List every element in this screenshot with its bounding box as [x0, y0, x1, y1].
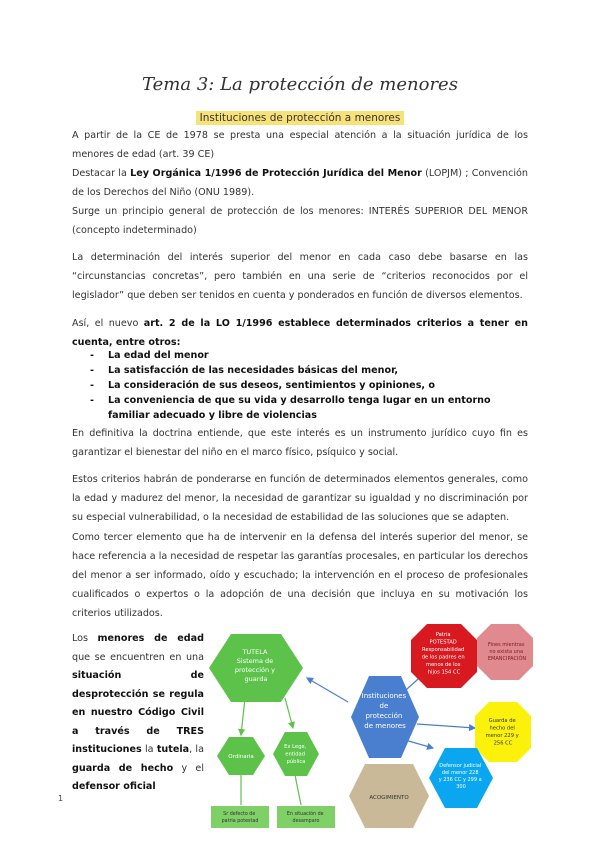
connector-center-guarda: [417, 724, 475, 728]
paragraph-doctrine-text: En definitiva la doctrina entiende, que este interés es un instrumento jurídico cuyo fin es garantizar el bienestar del niño en el marco físico, psíquico y social.: [72, 428, 528, 458]
page-number: 1: [58, 794, 64, 803]
paragraph-ce: [72, 126, 528, 164]
paragraph-lopjm: [72, 164, 528, 202]
node-defensor-judicial: [429, 748, 493, 808]
node-tutela: [209, 634, 303, 702]
box-patria-potestad-shape: [211, 806, 269, 828]
node-center: [351, 676, 419, 758]
node-acogimiento: [349, 764, 429, 828]
node-guarda-hecho-shape: [475, 702, 531, 762]
institutions-text-bold: tutela: [156, 744, 190, 755]
node-acogimiento-label: ACOGIMIENTO: [369, 795, 409, 801]
institutions-text-part: que se encuentren en una: [72, 651, 204, 663]
node-patria-potestad: [411, 624, 477, 688]
institutions-text-bold: guarda de hecho: [72, 762, 174, 774]
institutions-text-bold: menores de edad: [97, 633, 204, 644]
paragraph-article-2-bold: art. 2 de la LO 1/1996 establece determinados criterios a tener en cuenta, entre otros:: [72, 318, 528, 348]
institutions-text-part: y el: [173, 762, 204, 774]
node-emancipacion: [477, 624, 533, 680]
connector-center-tutela: [307, 678, 348, 702]
institutions-diagram: [205, 620, 535, 835]
connector-exlege-box: [295, 775, 301, 805]
paragraph-principle-text: Surge un principio general de protección de los menores: INTERÉS SUPERIOR DEL MENOR (concepto indeterminado): [72, 206, 528, 236]
criteria-item: - La satisfacción de las necesidades básicas del menor,: [72, 363, 532, 378]
institutions-text-bold: defensor oficial: [72, 781, 156, 792]
paragraph-third-element: [72, 528, 528, 623]
connector-tutela-exlege: [285, 698, 293, 728]
paragraph-determination: [72, 248, 528, 305]
node-center-label: Instituciones de protección de menores: [361, 692, 407, 730]
institutions-text: [72, 630, 204, 797]
node-defensor-judicial-label: Defensor judicial del menor 228 y 236 CC y 299 a 300: [438, 763, 482, 790]
page-title: Tema 3: La protección de menores: [142, 74, 458, 95]
paragraph-determination-text: La determinación del interés superior del menor en cada caso debe basarse en las “circunstancias concretas”, pero también en una serie de “criterios reconocidos por el legislador” que deben ser tenidos en cuenta y ponderados en función de diversos elementos.: [72, 252, 528, 301]
institutions-text-part: Los: [72, 633, 98, 644]
paragraph-lopjm-post: (LOPJM) ; Convención de los Derechos del Niño (ONU 1989).: [72, 168, 529, 198]
paragraph-criteria-weighing: [72, 470, 528, 527]
paragraph-article-2-pre: Así, el nuevo: [72, 318, 144, 329]
paragraph-ce-text: A partir de la CE de 1978 se presta una especial atención a la situación jurídica de los menores de edad (art. 39 CE): [72, 130, 528, 160]
criteria-item: - La consideración de sus deseos, sentimientos y opiniones, o: [72, 378, 532, 393]
paragraph-article-2: [72, 314, 528, 352]
paragraph-doctrine: [72, 424, 528, 462]
paragraph-principle: [72, 202, 528, 240]
node-guarda-hecho: [475, 702, 531, 762]
node-emancipacion-label: Fines mientras no exista una EMANCIPACIÓN: [487, 642, 527, 662]
institutions-text-part: , la: [189, 744, 204, 755]
box-desamparo-shape: [277, 806, 335, 828]
node-ex-lege: [273, 732, 319, 776]
connector-center-defensor: [405, 740, 433, 748]
node-tutela-label: TUTELA Sistema de protección y guarda: [234, 648, 276, 683]
criteria-list: [72, 348, 532, 423]
paragraph-criteria-weighing-text: Estos criterios habrán de ponderarse en función de determinados elementos generales, como la edad y madurez del menor, la necesidad de garantizar su igualdad y no discriminación por su especial vulnerabilidad, o la necesidad de estabilidad de las soluciones que se adapten.: [72, 474, 528, 523]
criteria-item: - La edad del menor: [72, 348, 532, 363]
node-ex-lege-label: Ex Lege, entidad pública: [284, 744, 307, 765]
subtitle-wrap: [0, 106, 600, 125]
node-guarda-hecho-label: Guarda de hecho del menor 229 y 256 CC: [485, 718, 519, 747]
box-desamparo-label: En situación de desamparo: [286, 812, 324, 824]
paragraph-third-element-text: Como tercer elemento que ha de intervenir en la defensa del interés superior del menor, se hace referencia a la necesidad de respetar las garantías procesales, en particular los derechos del menor a ser informado, oído y escuchado; la intervención en el proceso de profesionales cualificados o expertos o la adopción de una decisión que incluya en su motivación los criterios utilizados.: [72, 532, 528, 619]
criteria-item: - La conveniencia de que su vida y desarrollo tenga lugar en un entorno familiar adecuado y libre de violencias: [72, 393, 532, 423]
paragraph-lopjm-bold: Ley Orgánica 1/1996 de Protección Jurídica del Menor: [130, 168, 422, 179]
node-ordinaria: [217, 737, 265, 775]
paragraph-lopjm-pre: Destacar la: [72, 168, 131, 179]
subtitle-highlight: Instituciones de protección a menores: [196, 111, 405, 125]
node-patria-potestad-label: Patria POTESTAD Responsabilidad de los padres en menos de los hijos 154 CC: [421, 632, 465, 676]
box-patria-potestad-label: Sr defecto de patria potestad: [221, 812, 259, 824]
node-ordinaria-label: Ordinaria: [228, 754, 254, 760]
institutions-text-bold: situación de desprotección se regula en nuestro Código Civil a través de TRES instituciones: [72, 670, 204, 755]
box-desamparo: [277, 806, 335, 828]
institutions-text-part: la: [141, 744, 157, 755]
connector-tutela-ordinaria: [241, 698, 245, 735]
box-patria-potestad: [211, 806, 269, 828]
